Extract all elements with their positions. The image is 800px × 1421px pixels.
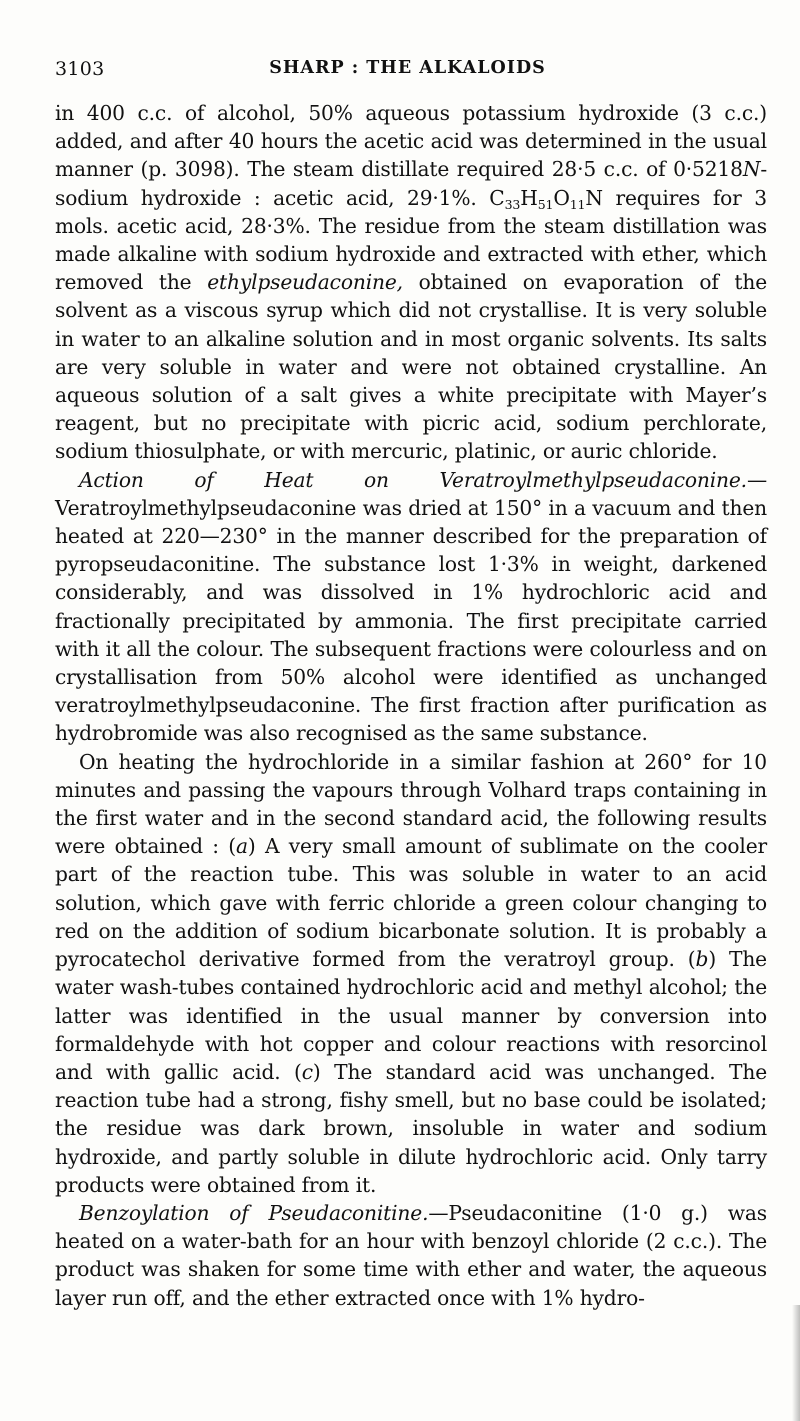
- text-run: N requires for 3 mols. acetic acid, 28·3%. The residue from the steam distillation was made alkaline with sodium hydroxide and extracted with ether, which removed the: [55, 185, 767, 295]
- body-text: [55, 99, 767, 1312]
- paragraph-ethylpseudaconine: [55, 99, 767, 466]
- subscript: 51: [537, 196, 554, 212]
- text-run: -sodium hydroxide : acetic acid, 29·1%. C: [55, 157, 767, 210]
- page-number: 3103: [55, 58, 105, 80]
- subscript: 11: [569, 196, 586, 212]
- scan-edge-shadow: [792, 1305, 800, 1421]
- italic-text: a: [236, 834, 248, 859]
- italic-text: b: [695, 947, 709, 972]
- text-run: ) The water wash-tubes contained hydrochloric acid and methyl alcohol; the latter was identified in the usual manner by conversion into formaldehyde with hot copper and colour reactions with resorcinol and with gallic acid. (: [55, 947, 767, 1084]
- running-head: SHARP : THE ALKALOIDS: [269, 58, 546, 78]
- text-run: obtained on evaporation of the solvent as a viscous syrup which did not crystallise. It is very soluble in water to an alkaline solution and in most organic solvents. Its salts are very soluble in water and were not obtained crystalline. An aqueous solution of a salt gives a white precipitate with Mayer’s reagent, but no precipitate with picric acid, sodium perchlorate, sodium thiosulphate, or with mercuric, platinic, or auric chloride.: [55, 270, 767, 464]
- paragraph-action-of-heat: [55, 466, 767, 748]
- section-heading: Action of Heat on Veratroylmethylpseudaconine.: [79, 467, 747, 492]
- paragraph-benzoylation: [55, 1199, 767, 1312]
- page-header: [55, 58, 760, 80]
- italic-text: N: [742, 157, 761, 182]
- text-run: H: [520, 185, 538, 210]
- text-run: O: [553, 185, 570, 210]
- text-run: —Pseudaconitine (1·0 g.) was heated on a water-bath for an hour with benzoyl chloride (2 c.c.). The product was shaken for some time with ether and water, the aqueous layer run off, and the ether extracted once with 1% hydro-: [55, 1200, 767, 1310]
- subscript: 33: [504, 196, 521, 212]
- text-run: On heating the hydrochloride in a similar fashion at 260° for 10 minutes and passing the vapours through Volhard traps containing in the first water and in the second standard acid, the following results were obtained : (: [55, 749, 767, 859]
- text-run: in 400 c.c. of alcohol, 50% aqueous potassium hydroxide (3 c.c.) added, and after 40 hours the acetic acid was determined in the usual manner (p. 3098). The steam distillate required 28·5 c.c. of 0·5218: [55, 101, 767, 182]
- paragraph-hydrochloride-heating: [55, 748, 767, 1199]
- text-run: —Veratroylmethylpseudaconine was dried at 150° in a vacuum and then heated at 220—230° in the manner described for the preparation of pyropseudaconitine. The substance lost 1·3% in weight, darkened considerably, and was dissolved in 1% hydrochloric acid and fractionally precipitated by ammonia. The first precipitate carried with it all the colour. The subsequent fractions were colourless and on crystallisation from 50% alcohol were identified as unchanged veratroylmethylpseudaconine. The first fraction after purification as hydrobromide was also recognised as the same substance.: [55, 467, 767, 746]
- italic-text: c: [301, 1059, 313, 1084]
- text-run: ) A very small amount of sublimate on the cooler part of the reaction tube. This was soluble in water to an acid solution, which gave with ferric chloride a green colour changing to red on the addition of sodium bicarbonate solution. It is probably a pyrocatechol derivative formed from the veratroyl group. (: [55, 834, 767, 972]
- italic-text: ethylpseudaconine,: [207, 270, 403, 295]
- section-heading: Benzoylation of Pseudaconitine.: [79, 1200, 429, 1225]
- text-run: ) The standard acid was unchanged. The reaction tube had a strong, fishy smell, but no base could be isolated; the residue was dark brown, insoluble in water and sodium hydroxide, and partly soluble in dilute hydrochloric acid. Only tarry products were obtained from it.: [55, 1059, 767, 1197]
